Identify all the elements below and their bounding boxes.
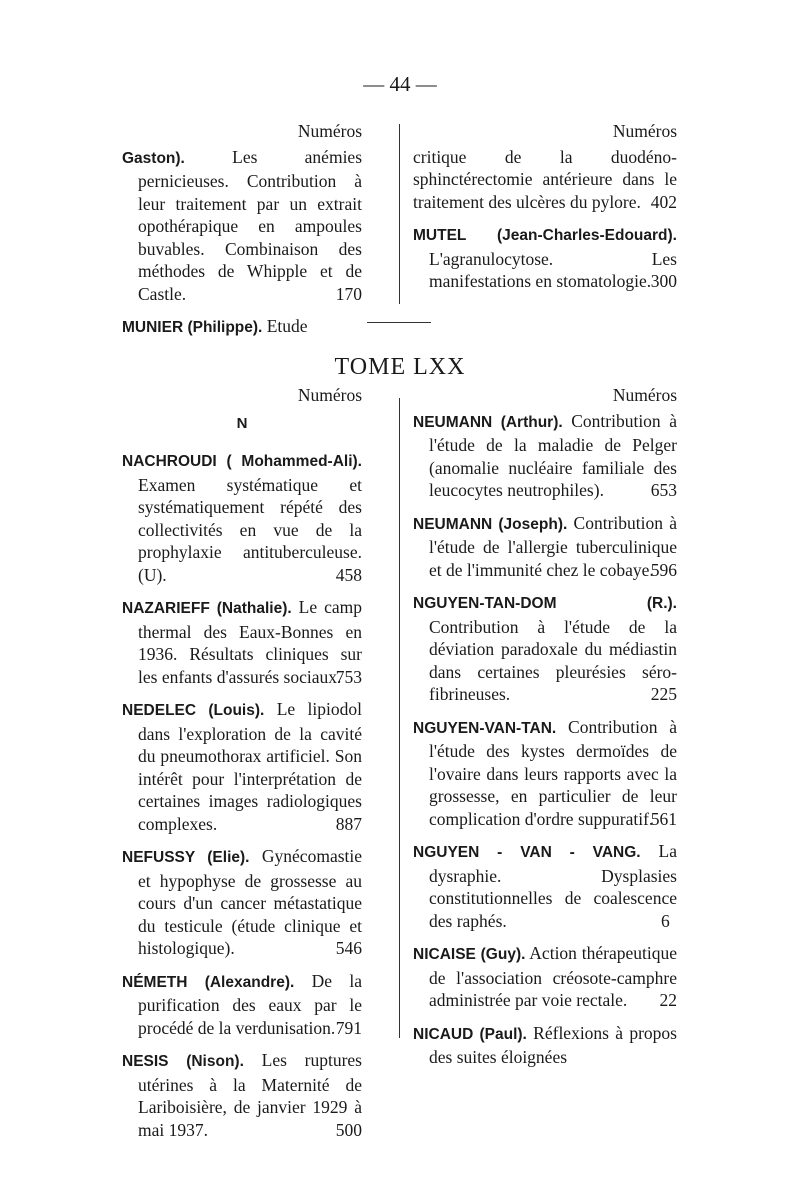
index-entry [413,942,677,1012]
index-entry [413,410,677,502]
entry-title: Gynécomastie et hypophyse de grossesse au cours d'un cancer métastatique du testicule (étude clinique et histologique). [138,846,363,958]
index-entry [413,1022,677,1069]
entry-author: NACHROUDI ( Mohammed-Ali). [122,453,362,470]
index-entry [413,146,677,214]
section1-left-column [122,120,362,350]
entry-title: Contribution à l'étude des kystes dermoïdes de l'ovaire dans leurs rapports avec la grossesse, en particulier de leur complication d'ordre suppuratif. [429,716,678,829]
entry-title: Les ruptures utérines à la Maternité de Lariboisière, de janvier 1929 à mai 1937. [138,1050,362,1140]
entry-title: Réflexions à propos des suites éloignées [429,1022,677,1067]
entry-author: NEDELEC (Louis). [122,702,265,719]
section1-right-column [413,120,677,303]
numeros-header: Numéros [612,121,677,141]
index-entry [122,698,362,835]
entry-title: Le camp thermal des Eaux-Bonnes en 1936. Résultats cliniques sur les enfants d'assurés sociaux. [138,597,362,687]
numeros-header: Numéros [612,385,677,405]
entry-title: Contribution à l'étude de l'allergie tuberculinique et de l'immunité chez le cobaye. [429,512,678,580]
entry-title: critique de la duodéno-sphinctérectomie antérieure dans le traitement des ulcères du pylore. [413,146,677,212]
index-entry [122,449,362,586]
entry-author: NGUYEN-VAN-TAN. [413,719,557,737]
entry-title: Le lipiodol dans l'exploration de la cavité du pneumothorax artificiel. Son intérêt pour l'interprétation de certaines images radiologiques complexes. [138,699,362,834]
entry-author: NGUYEN - VAN - VANG. [413,844,641,861]
entry-title: L'agranulocytose. Les manifestations en stomatologie. [429,248,677,291]
entry-title: Etude [266,316,308,336]
page-number: — 44 — [363,72,437,96]
entry-author: NEUMANN (Arthur). [413,413,563,431]
entry-number: 225 [650,684,677,704]
entry-number: 458 [335,564,362,585]
entry-number: 791 [335,1017,362,1038]
numeros-header: Numéros [297,121,362,141]
index-entry [122,596,362,688]
entry-number: 546 [335,938,362,958]
entry-number: 300 [650,271,677,291]
index-entry [122,845,362,960]
section2-right-column [413,384,677,1079]
numeros-header: Numéros [297,385,362,405]
entry-title: Action thérapeutique de l'association créosote-camphre administrée par voie rectale. [429,943,677,1010]
index-entry [122,315,362,340]
entry-number: 500 [335,1119,362,1140]
column-divider [399,124,400,304]
index-entry [122,146,362,306]
index-entry [122,970,362,1040]
entry-number: 22 [659,990,677,1010]
entry-author: NAZARIEFF (Nathalie). [122,600,292,617]
section2-left-column [122,384,362,1151]
entry-title: Examen systématique et systématiquement répété des collectivités en vue de la prophylaxie antituberculeuse. (U). [138,474,362,585]
entry-number: 653 [650,480,677,500]
entry-author: NEFUSSY (Elie). [122,849,250,866]
entry-author: NEUMANN (Joseph). [413,515,568,533]
index-entry [413,591,677,706]
entry-author: NGUYEN-TAN-DOM (R.). [413,595,677,612]
entry-title: Contribution à l'étude de la maladie de Pelger (anomalie nucléaire familiale des leucocytes neutrophiles). [429,410,677,500]
index-entry [413,512,677,582]
entry-title: Les anémies pernicieuses. Contribution à leur traitement par un extrait opothérapique en ampoules buvables. Combinaison des méthodes de Whipple et de Castle. [138,146,363,304]
tome-title: TOME LXX [334,354,466,380]
entry-number: 170 [335,283,362,304]
section-divider [367,322,431,323]
entry-author: Gaston). [122,149,185,167]
entry-author: NÉMETH (Alexandre). [122,973,295,991]
index-entry [122,1049,362,1141]
entry-number: 753 [335,666,362,687]
entry-author: NESIS (Nison). [122,1053,244,1070]
alphabet-letter-heading: N [236,414,248,432]
entry-author: NICAISE (Guy). [413,946,526,963]
entry-number: 402 [650,191,677,212]
index-entry [413,223,677,293]
entry-number: 596 [650,559,677,580]
entry-number: 561 [650,808,677,829]
entry-author: MUNIER (Philippe). [122,319,263,336]
entry-title: La dysraphie. Dysplasies constitutionnelles de coalescence des raphés. [429,841,677,931]
entry-number: 887 [335,813,362,834]
column-divider [399,398,400,1038]
entry-author: NICAUD (Paul). [413,1025,527,1043]
index-entry: NGUYEN - VAN - VANG. La dysraphie. Dysplasies constitutionnelles de coalescence des raphés. 6 [413,841,677,931]
index-entry [413,716,677,831]
entry-author: MUTEL (Jean-Charles-Edouard). [413,227,677,244]
entry-title: De la purification des eaux par le procédé de la verdunisation. [138,970,362,1038]
entry-title: Contribution à l'étude de la déviation paradoxale du médiastin dans certaines pleurésies séro-fibrineuses. [429,616,677,704]
